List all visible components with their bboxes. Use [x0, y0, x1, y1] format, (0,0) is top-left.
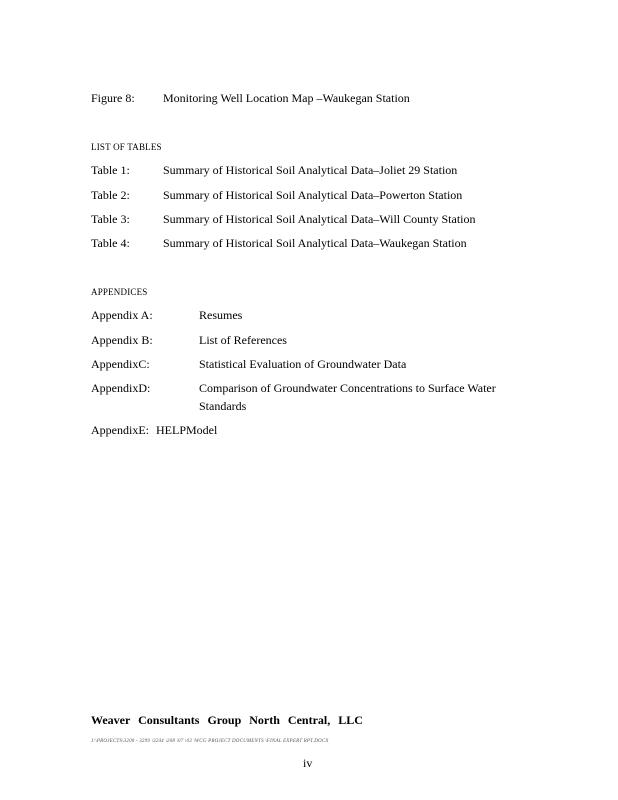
- appendix-a-label: Appendix A:: [91, 308, 153, 322]
- list-of-tables-heading: LIST OF TABLES: [91, 142, 162, 152]
- appendix-d-title-continued: Standards: [199, 399, 247, 413]
- footer-company-name: Weaver Consultants Group North Central, LLC: [91, 713, 363, 727]
- table-2-label: Table 2:: [91, 188, 130, 202]
- appendices-heading: APPENDICES: [91, 287, 148, 297]
- appendix-c-title: Statistical Evaluation of Groundwater Data: [199, 357, 407, 371]
- page-number: iv: [303, 756, 313, 770]
- figure-8-title: Monitoring Well Location Map –Waukegan Station: [163, 91, 410, 105]
- table-4-title: Summary of Historical Soil Analytical Data–Waukegan Station: [163, 236, 467, 250]
- appendix-d-label: AppendixD:: [91, 381, 151, 395]
- table-1-title: Summary of Historical Soil Analytical Data–Joliet 29 Station: [163, 163, 458, 177]
- appendix-b-label: Appendix B:: [91, 333, 153, 347]
- appendix-d-title: Comparison of Groundwater Concentrations to Surface Water: [199, 381, 496, 395]
- table-3-title: Summary of Historical Soil Analytical Data–Will County Station: [163, 212, 476, 226]
- appendix-e-label: AppendixE:: [91, 423, 149, 437]
- appendix-a-title: Resumes: [199, 308, 243, 322]
- table-2-title: Summary of Historical Soil Analytical Data–Powerton Station: [163, 188, 463, 202]
- footer-file-path: J:\PROJECTS\3200 - 3299 \3244 \208 \07 \03 \WCG PROJECT DOCUMENTS \FINAL EXPERT RPT.DOCX: [91, 739, 329, 744]
- table-4-label: Table 4:: [91, 236, 130, 250]
- appendix-b-title: List of References: [199, 333, 287, 347]
- table-3-label: Table 3:: [91, 212, 130, 226]
- table-1-label: Table 1:: [91, 163, 130, 177]
- appendix-c-label: AppendixC:: [91, 357, 150, 371]
- figure-8-label: Figure 8:: [91, 91, 135, 105]
- appendix-e-title: HELPModel: [156, 423, 218, 437]
